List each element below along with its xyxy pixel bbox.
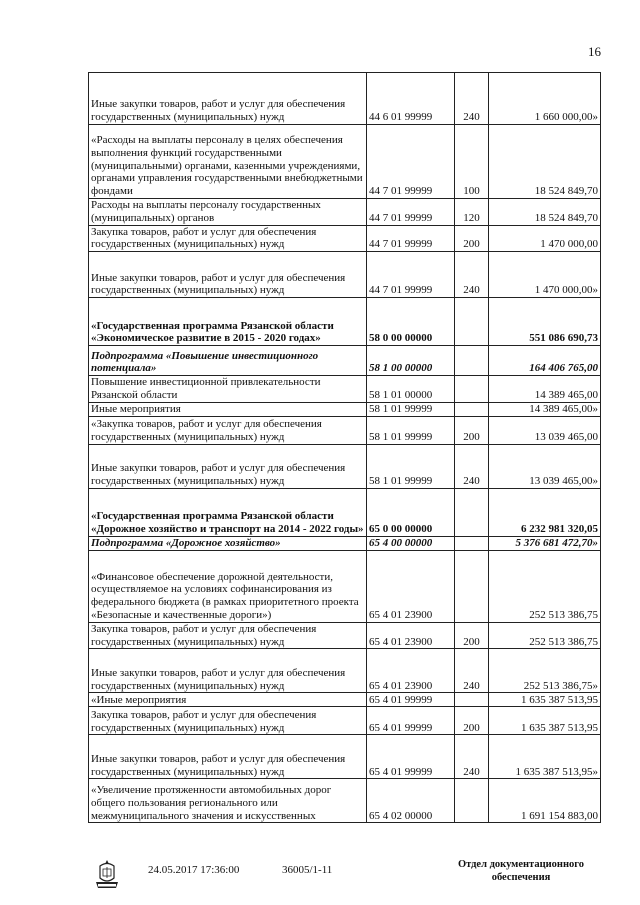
row-name-cell: Закупка товаров, работ и услуг для обеспечения государственных (муниципальных) нужд [89, 707, 367, 735]
table-row [89, 73, 601, 125]
table-row [89, 707, 601, 735]
row-amount-cell: 6 232 981 320,05 [489, 488, 601, 536]
footer-document-id: 36005/1-11 [282, 864, 333, 876]
row-amount-cell: 1 470 000,00 [489, 225, 601, 252]
table-row [89, 376, 601, 403]
row-amount-cell: 252 513 386,75 [489, 622, 601, 649]
footer-department-line: обеспечения [491, 872, 551, 883]
table-row [89, 649, 601, 693]
row-code-cell: 65 4 01 99999 [367, 735, 455, 779]
table-row [89, 199, 601, 226]
row-amount-cell: 13 039 465,00» [489, 444, 601, 488]
table-row [89, 252, 601, 298]
row-name-cell: «Закупка товаров, работ и услуг для обеспечения государственных (муниципальных) нужд [89, 416, 367, 444]
row-code-cell: 44 7 01 99999 [367, 125, 455, 199]
row-code-cell: 58 1 01 00000 [367, 376, 455, 403]
row-name-cell: «Государственная программа Рязанской области «Экономическое развитие в 2015 - 2020 годах» [89, 298, 367, 346]
footer-department-line: Отдел документационного [457, 859, 585, 870]
row-name-cell: Расходы на выплаты персоналу государственных (муниципальных) органов [89, 199, 367, 226]
row-code-cell: 65 4 01 99999 [367, 693, 455, 707]
row-expense-type-cell [455, 693, 489, 707]
row-code-cell: 58 1 01 99999 [367, 444, 455, 488]
emblem-icon [92, 858, 122, 892]
table-row [89, 550, 601, 622]
row-name-cell: Закупка товаров, работ и услуг для обеспечения государственных (муниципальных) нужд [89, 225, 367, 252]
row-code-cell: 44 7 01 99999 [367, 225, 455, 252]
row-amount-cell: 252 513 386,75» [489, 649, 601, 693]
footer-timestamp: 24.05.2017 17:36:00 [148, 864, 240, 876]
row-amount-cell: 14 389 465,00» [489, 402, 601, 416]
row-name-cell: Иные закупки товаров, работ и услуг для обеспечения государственных (муниципальных) нужд [89, 252, 367, 298]
row-expense-type-cell [455, 488, 489, 536]
table-row [89, 225, 601, 252]
row-amount-cell: 551 086 690,73 [489, 298, 601, 346]
row-code-cell: 58 0 00 00000 [367, 298, 455, 346]
row-expense-type-cell [455, 298, 489, 346]
row-expense-type-cell: 240 [455, 444, 489, 488]
row-code-cell: 58 1 01 99999 [367, 416, 455, 444]
table-row [89, 693, 601, 707]
row-name-cell: Подпрограмма «Дорожное хозяйство» [89, 536, 367, 550]
row-amount-cell: 1 691 154 883,00 [489, 779, 601, 823]
row-name-cell: «Финансовое обеспечение дорожной деятельности, осуществляемое на условиях софинансирования из федерального бюджета (в рамках приоритетного проекта «Безопасные и качественные дороги») [89, 550, 367, 622]
table-row [89, 298, 601, 346]
row-amount-cell: 18 524 849,70 [489, 199, 601, 226]
row-code-cell: 65 4 01 23900 [367, 649, 455, 693]
row-expense-type-cell: 200 [455, 707, 489, 735]
row-code-cell: 65 4 02 00000 [367, 779, 455, 823]
table-row [89, 125, 601, 199]
row-amount-cell: 1 635 387 513,95» [489, 735, 601, 779]
row-code-cell: 44 7 01 99999 [367, 199, 455, 226]
table-row [89, 346, 601, 376]
row-amount-cell: 1 660 000,00» [489, 73, 601, 125]
row-name-cell: «Увеличение протяженности автомобильных дорог общего пользования регионального или межмуниципального значения и искусственных [89, 779, 367, 823]
table-row [89, 444, 601, 488]
budget-table-body [89, 73, 601, 823]
row-name-cell: Подпрограмма «Повышение инвестиционного потенциала» [89, 346, 367, 376]
row-code-cell: 58 1 00 00000 [367, 346, 455, 376]
row-amount-cell: 1 635 387 513,95 [489, 707, 601, 735]
row-code-cell: 65 4 01 23900 [367, 550, 455, 622]
row-expense-type-cell [455, 402, 489, 416]
row-name-cell: Иные закупки товаров, работ и услуг для обеспечения государственных (муниципальных) нужд [89, 444, 367, 488]
row-code-cell: 44 6 01 99999 [367, 73, 455, 125]
row-name-cell: Повышение инвестиционной привлекательности Рязанской области [89, 376, 367, 403]
table-row [89, 622, 601, 649]
row-code-cell: 65 4 01 23900 [367, 622, 455, 649]
row-expense-type-cell: 200 [455, 225, 489, 252]
row-name-cell: «Иные мероприятия [89, 693, 367, 707]
row-expense-type-cell [455, 536, 489, 550]
footer-department [446, 858, 596, 884]
row-code-cell: 65 4 01 99999 [367, 707, 455, 735]
row-name-cell: Иные закупки товаров, работ и услуг для обеспечения государственных (муниципальных) нужд [89, 649, 367, 693]
row-name-cell: Закупка товаров, работ и услуг для обеспечения государственных (муниципальных) нужд [89, 622, 367, 649]
row-amount-cell: 5 376 681 472,70» [489, 536, 601, 550]
row-expense-type-cell: 120 [455, 199, 489, 226]
row-expense-type-cell: 240 [455, 252, 489, 298]
row-amount-cell: 1 470 000,00» [489, 252, 601, 298]
row-name-cell: Иные закупки товаров, работ и услуг для обеспечения государственных (муниципальных) нужд [89, 73, 367, 125]
row-expense-type-cell: 240 [455, 73, 489, 125]
row-expense-type-cell: 100 [455, 125, 489, 199]
row-name-cell: Иные мероприятия [89, 402, 367, 416]
row-expense-type-cell: 240 [455, 735, 489, 779]
row-code-cell: 58 1 01 99999 [367, 402, 455, 416]
budget-table [88, 72, 601, 823]
row-name-cell: «Государственная программа Рязанской области «Дорожное хозяйство и транспорт на 2014 - 2022 годы» [89, 488, 367, 536]
row-code-cell: 65 0 00 00000 [367, 488, 455, 536]
row-expense-type-cell: 200 [455, 622, 489, 649]
row-expense-type-cell: 200 [455, 416, 489, 444]
row-amount-cell: 164 406 765,00 [489, 346, 601, 376]
row-code-cell: 44 7 01 99999 [367, 252, 455, 298]
row-amount-cell: 18 524 849,70 [489, 125, 601, 199]
row-amount-cell: 1 635 387 513,95 [489, 693, 601, 707]
row-expense-type-cell [455, 376, 489, 403]
page-number: 16 [588, 44, 601, 59]
table-row [89, 416, 601, 444]
row-expense-type-cell [455, 346, 489, 376]
row-amount-cell: 252 513 386,75 [489, 550, 601, 622]
row-expense-type-cell: 240 [455, 649, 489, 693]
table-row [89, 402, 601, 416]
table-row [89, 488, 601, 536]
table-row [89, 779, 601, 823]
row-expense-type-cell [455, 779, 489, 823]
row-name-cell: Иные закупки товаров, работ и услуг для обеспечения государственных (муниципальных) нужд [89, 735, 367, 779]
row-amount-cell: 13 039 465,00 [489, 416, 601, 444]
row-expense-type-cell [455, 550, 489, 622]
row-code-cell: 65 4 00 00000 [367, 536, 455, 550]
table-row [89, 735, 601, 779]
row-amount-cell: 14 389 465,00 [489, 376, 601, 403]
row-name-cell: «Расходы на выплаты персоналу в целях обеспечения выполнения функций государственными (муниципальными) органами, казенными учреждениями, органами управления государственными внебюджетными фондами [89, 125, 367, 199]
table-row [89, 536, 601, 550]
